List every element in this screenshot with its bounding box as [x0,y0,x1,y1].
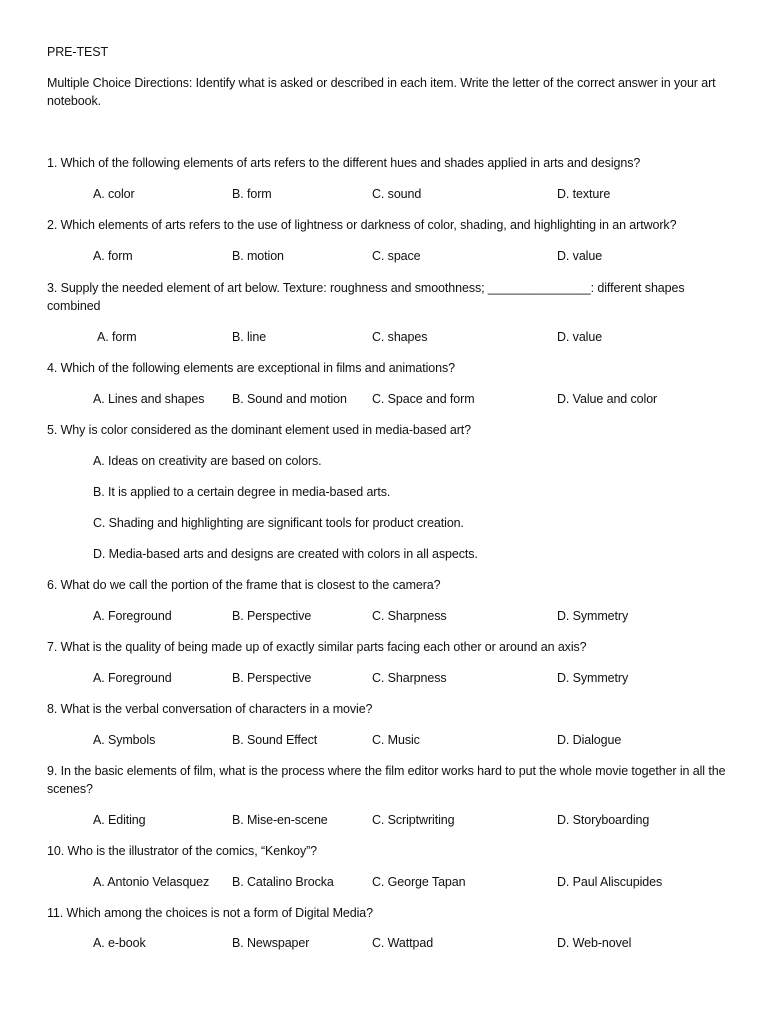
choice-7d: D. Symmetry [557,671,629,685]
choice-4b: B. Sound and motion [232,392,347,406]
question-6: 6. What do we call the portion of the frame that is closest to the camera? [47,578,441,592]
choice-5c: C. Shading and highlighting are significant tools for product creation. [93,516,464,530]
question-1: 1. Which of the following elements of arts refers to the different hues and shades applied in arts and designs? [47,156,641,170]
choice-10a: A. Antonio Velasquez [93,875,210,889]
choice-3a: A. form [97,330,137,344]
choice-10b: B. Catalino Brocka [232,875,334,889]
question-2: 2. Which elements of arts refers to the use of lightness or darkness of color, shading, and highlighting in an artwork? [47,218,677,232]
choice-4d: D. Value and color [557,392,658,406]
question-10: 10. Who is the illustrator of the comics, “Kenkoy”? [47,844,318,858]
choice-11b: B. Newspaper [232,936,310,950]
question-8: 8. What is the verbal conversation of characters in a movie? [47,702,373,716]
question-7: 7. What is the quality of being made up of exactly similar parts facing each other or around an axis? [47,640,587,654]
choice-8c: C. Music [372,733,420,747]
choice-9d: D. Storyboarding [557,813,650,827]
question-4: 4. Which of the following elements are exceptional in films and animations? [47,361,455,375]
choice-6b: B. Perspective [232,609,312,623]
choice-2c: C. space [372,249,421,263]
choice-11a: A. e-book [93,936,146,950]
choice-8a: A. Symbols [93,733,156,747]
choice-1c: C. sound [372,187,422,201]
choice-7c: C. Sharpness [372,671,447,685]
choice-2a: A. form [93,249,133,263]
choice-3d: D. value [557,330,603,344]
choice-7a: A. Foreground [93,671,172,685]
question-11: 11. Which among the choices is not a form of Digital Media? [47,906,373,920]
choice-1a: A. color [93,187,135,201]
choice-9b: B. Mise-en-scene [232,813,328,827]
choice-2b: B. motion [232,249,284,263]
choice-5d: D. Media-based arts and designs are created with colors in all aspects. [93,547,478,561]
choice-8d: D. Dialogue [557,733,622,747]
choice-1b: B. form [232,187,272,201]
question-9: 9. In the basic elements of film, what is the process where the film editor works hard to put the whole movie together in all the scenes? [47,764,726,796]
directions: Multiple Choice Directions: Identify what is asked or described in each item. Write the letter of the correct answer in your art notebook. [47,76,716,108]
choice-10d: D. Paul Aliscupides [557,875,663,889]
choice-2d: D. value [557,249,603,263]
choice-3c: C. shapes [372,330,428,344]
choice-3b: B. line [232,330,267,344]
question-3: 3. Supply the needed element of art below. Texture: roughness and smoothness; _______________: different shapes combined [47,281,685,313]
choice-5a: A. Ideas on creativity are based on colors. [93,454,322,468]
page-title: PRE-TEST [47,45,109,59]
choice-10c: C. George Tapan [372,875,466,889]
choice-6a: A. Foreground [93,609,172,623]
choice-1d: D. texture [557,187,611,201]
choice-6c: C. Sharpness [372,609,447,623]
choice-4c: C. Space and form [372,392,475,406]
choice-11d: D. Web-novel [557,936,632,950]
choice-7b: B. Perspective [232,671,312,685]
choice-11c: C. Wattpad [372,936,434,950]
question-5: 5. Why is color considered as the dominant element used in media-based art? [47,423,471,437]
choice-5b: B. It is applied to a certain degree in media-based arts. [93,485,391,499]
choice-6d: D. Symmetry [557,609,629,623]
choice-4a: A. Lines and shapes [93,392,205,406]
choice-9a: A. Editing [93,813,146,827]
choice-8b: B. Sound Effect [232,733,318,747]
choice-9c: C. Scriptwriting [372,813,455,827]
